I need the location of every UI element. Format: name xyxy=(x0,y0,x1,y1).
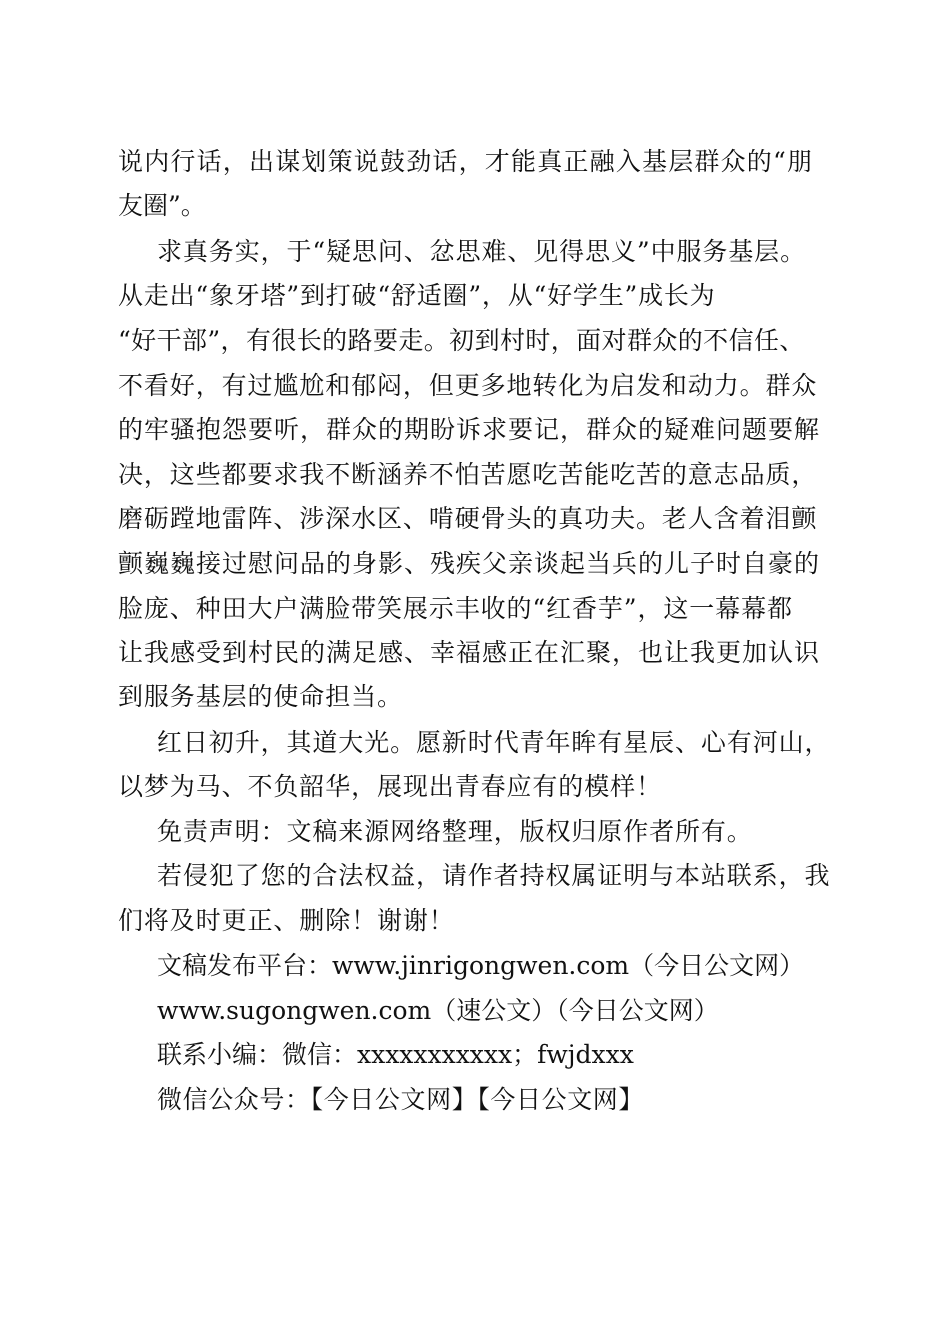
publish-platform-line: 文稿发布平台：www.jinrigongwen.com（今日公文网） xyxy=(157,951,805,980)
paragraph-1-line-2: 友圈”。 xyxy=(118,191,206,220)
infringement-notice-line-2: 们将及时更正、删除！谢谢！ xyxy=(118,906,455,935)
paragraph-2-line-1: 求真务实，于“疑思问、忿思难、见得思义”中服务基层。 xyxy=(157,237,806,266)
contact-editor-line: 联系小编：微信：xxxxxxxxxxx；fwjdxxx xyxy=(157,1040,634,1069)
paragraph-3-line-1: 红日初升，其道大光。愿新时代青年眸有星辰、心有河山， xyxy=(157,728,831,757)
paragraph-2-line-7: 磨砺蹚地雷阵、涉深水区、啃硬骨头的真功夫。老人含着泪颤 xyxy=(118,504,818,533)
paragraph-2-line-9: 脸庞、种田大户满脸带笑展示丰收的“红香芋”，这一幕幕都 xyxy=(118,594,793,623)
wechat-account-line: 微信公众号：【今日公文网】【今日公文网】 xyxy=(157,1085,645,1114)
infringement-notice-line-1: 若侵犯了您的合法权益，请作者持权属证明与本站联系，我 xyxy=(157,861,831,890)
paragraph-2-line-10: 让我感受到村民的满足感、幸福感正在汇聚，也让我更加认识 xyxy=(118,638,821,667)
paragraph-2-line-5: 的牢骚抱怨要听，群众的期盼诉求要记，群众的疑难问题要解 xyxy=(118,415,821,444)
website-line: www.sugongwen.com（速公文）（今日公文网） xyxy=(157,996,719,1025)
paragraph-2-line-8: 颤巍巍接过慰问品的身影、残疾父亲谈起当兵的儿子时自豪的 xyxy=(118,549,821,578)
paragraph-2-line-2: 从走出“象牙塔”到打破“舒适圈”，从“好学生”成长为 xyxy=(118,281,716,310)
paragraph-2-line-6: 决，这些都要求我不断涵养不怕苦愿吃苦能吃苦的意志品质， xyxy=(118,460,818,489)
disclaimer-line: 免责声明：文稿来源网络整理，版权归原作者所有。 xyxy=(157,817,753,846)
paragraph-2-line-3: “好干部”，有很长的路要走。初到村时，面对群众的不信任、 xyxy=(118,326,805,355)
paragraph-2-line-11: 到服务基层的使命担当。 xyxy=(118,682,403,711)
paragraph-2-line-4: 不看好，有过尴尬和郁闷，但更多地转化为启发和动力。群众 xyxy=(118,371,818,400)
paragraph-3-line-2: 以梦为马、不负韶华，展现出青春应有的模样！ xyxy=(118,772,662,801)
paragraph-1-line-1: 说内行话，出谋划策说鼓劲话，才能真正融入基层群众的“朋 xyxy=(118,147,814,176)
